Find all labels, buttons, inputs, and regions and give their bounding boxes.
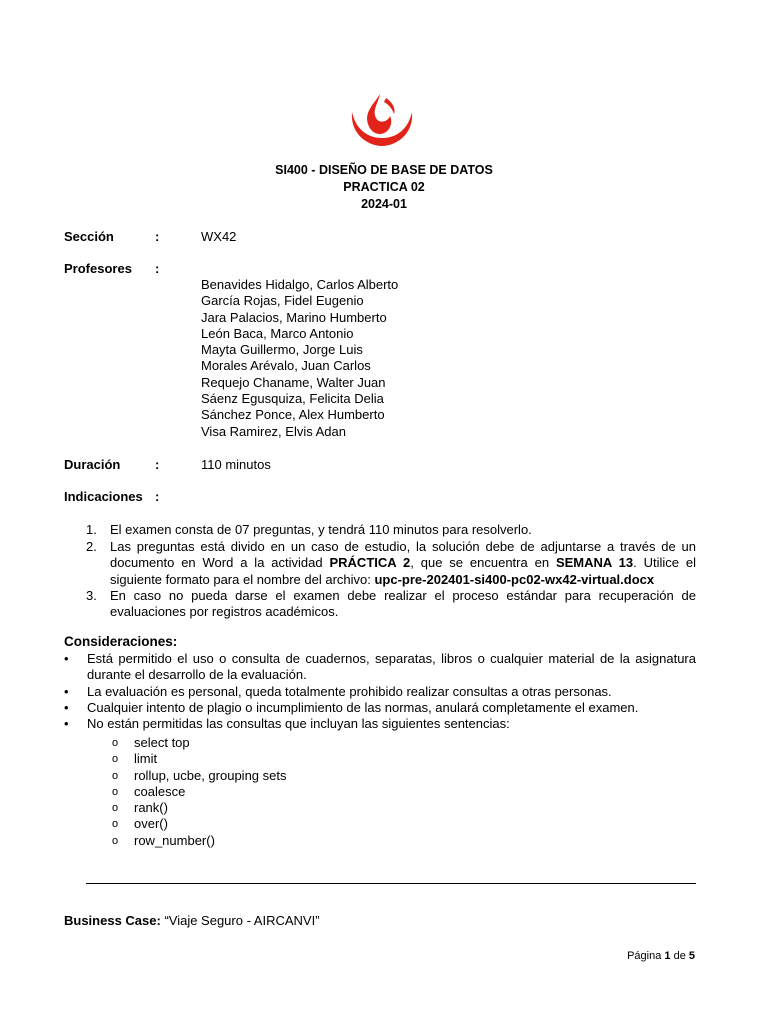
- list-item: [112, 735, 286, 751]
- statement: limit: [134, 751, 158, 767]
- indications-label: Indicaciones: [64, 489, 143, 504]
- professor-name: Sánchez Ponce, Alex Humberto: [201, 407, 385, 423]
- circle-bullet-icon: o: [112, 818, 119, 831]
- professor-name: Visa Ramirez, Elvis Adan: [201, 423, 346, 439]
- statement: row_number(): [134, 832, 215, 848]
- list-item-text: Cualquier intento de plagio o incumplimiento de las normas, anulará completamente el examen.: [87, 699, 639, 715]
- circle-bullet-icon: o: [112, 769, 119, 782]
- indication-item-3: [86, 588, 696, 621]
- item-text: [110, 539, 696, 588]
- professor-name: Jara Palacios, Marino Humberto: [201, 309, 387, 325]
- week-name: SEMANA 13: [555, 555, 634, 571]
- circle-bullet-icon: o: [112, 834, 119, 847]
- statement: rank(): [134, 800, 168, 816]
- list-item: [64, 651, 696, 684]
- statement: select top: [134, 735, 190, 750]
- considerations-title: Consideraciones:: [64, 634, 178, 649]
- business-case: [64, 913, 320, 928]
- divider: [86, 883, 696, 884]
- professor-name: León Baca, Marco Antonio: [201, 325, 354, 341]
- file-name-format: upc-pre-202401-si400-pc02-wx42-virtual.docx: [374, 571, 655, 587]
- item-number: 1.: [86, 522, 97, 537]
- list-item: [112, 816, 286, 832]
- statement: rollup, ucbe, grouping sets: [134, 767, 287, 783]
- list-item-text: No están permitidas las consultas que incluyan las siguientes sentencias:: [87, 716, 510, 732]
- professor-name: García Rojas, Fidel Eugenio: [201, 293, 364, 309]
- professors-label: Profesores: [64, 261, 132, 276]
- indication-item-2: [86, 539, 696, 588]
- course-title: SI400 - DISEÑO DE BASE DE DATOS: [275, 163, 493, 177]
- bullet-icon: •: [64, 716, 69, 732]
- item-number: 3.: [86, 588, 97, 603]
- duration-colon: :: [155, 457, 160, 472]
- list-item-text: Está permitido el uso o consulta de cuadernos, separatas, libros o cualquier material de la asignatura durante el desarrollo de la evaluación.: [87, 651, 696, 683]
- section-colon: :: [155, 229, 160, 244]
- list-item: [64, 700, 696, 716]
- bullet-icon: •: [64, 699, 69, 715]
- circle-bullet-icon: o: [112, 737, 119, 749]
- list-item: [112, 751, 286, 767]
- professor-name: Morales Arévalo, Juan Carlos: [201, 358, 371, 374]
- bullet-icon: •: [64, 651, 69, 666]
- upc-logo: [346, 90, 418, 148]
- total-pages: 5: [688, 950, 695, 962]
- list-item: [112, 768, 286, 784]
- statement: coalesce: [134, 783, 186, 799]
- indications-colon: :: [155, 489, 160, 504]
- item-number: 2.: [86, 539, 97, 554]
- section-value: WX42: [201, 229, 237, 244]
- duration-value: 110 minutos: [201, 457, 271, 472]
- list-item: [112, 833, 286, 849]
- professor-name: Mayta Guillermo, Jorge Luis: [201, 342, 363, 358]
- activity-name: PRÁCTICA 2: [329, 555, 411, 571]
- list-item: [64, 716, 696, 732]
- item-text-part: , que se encuentra en: [410, 555, 556, 571]
- list-item: [64, 684, 696, 700]
- period-title: 2024-01: [361, 197, 407, 211]
- item-text-part: Las preguntas está divido en un caso de estudio, la solución debe de adjuntarse a través de un documento en Word a la actividad: [110, 539, 696, 571]
- statement: over(): [134, 816, 168, 832]
- current-page: 1: [664, 950, 671, 962]
- page-number: [627, 950, 695, 962]
- list-item-text: La evaluación es personal, queda totalmente prohibido realizar consultas a otras personas.: [87, 683, 612, 699]
- list-item: [112, 784, 286, 800]
- duration-label: Duración: [64, 457, 121, 472]
- circle-bullet-icon: o: [112, 802, 119, 815]
- circle-bullet-icon: o: [112, 785, 119, 798]
- bullet-icon: •: [64, 683, 69, 699]
- business-case-label: Business Case:: [64, 913, 161, 928]
- professor-name: Sáenz Egusquiza, Felicita Delia: [201, 391, 384, 407]
- item-text: En caso no pueda darse el examen debe realizar el proceso estándar para recuperación de evaluaciones por registros académicos.: [110, 588, 696, 620]
- item-text-part: . Utilice el siguiente formato para el nombre del archivo:: [110, 555, 696, 587]
- indication-item-1: [86, 522, 696, 538]
- circle-bullet-icon: o: [112, 753, 119, 766]
- professors-colon: :: [155, 261, 160, 276]
- list-item: [112, 800, 286, 816]
- forbidden-statements-list: [112, 735, 286, 849]
- of-word: de: [670, 950, 689, 962]
- professors-list: [201, 277, 398, 440]
- professor-name: Requejo Chaname, Walter Juan: [201, 374, 386, 390]
- practice-title: PRACTICA 02: [343, 180, 425, 194]
- item-text: El examen consta de 07 preguntas, y tendrá 110 minutos para resolverlo.: [110, 522, 532, 537]
- section-label: Sección: [64, 229, 114, 244]
- considerations-list: [64, 651, 696, 732]
- professor-name: Benavides Hidalgo, Carlos Alberto: [201, 277, 399, 292]
- page-word: Página: [627, 950, 665, 962]
- business-case-value: “Viaje Seguro - AIRCANVI”: [160, 913, 320, 928]
